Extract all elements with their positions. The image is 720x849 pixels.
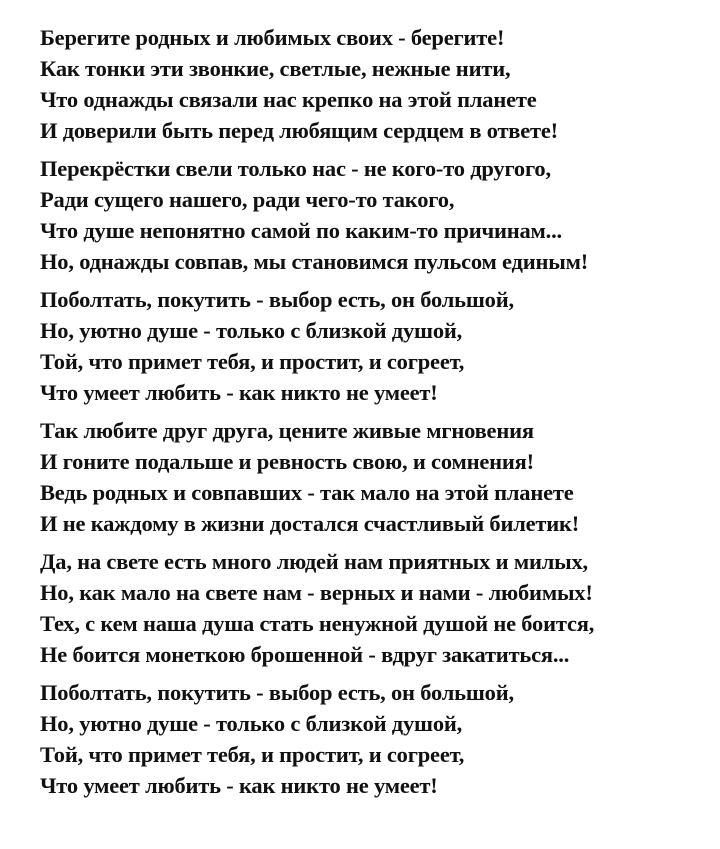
poem-line: Тех, с кем наша душа стать ненужной душой не боится, xyxy=(40,611,595,636)
poem-line: Ради сущего нашего, ради чего-то такого, xyxy=(40,187,455,212)
poem-line: Что умеет любить - как никто не умеет! xyxy=(40,773,438,798)
stanza-6 xyxy=(40,677,710,801)
poem-line: Перекрёстки свели только нас - не кого-то другого, xyxy=(40,156,551,181)
poem-line: Что однажды связали нас крепко на этой планете xyxy=(40,87,537,112)
poem-line: Но, уютно душе - только с близкой душой, xyxy=(40,711,463,736)
stanza-2 xyxy=(40,153,710,277)
poem-text xyxy=(40,22,710,808)
poem-line: Поболтать, покутить - выбор есть, он большой, xyxy=(40,287,514,312)
poem-line: Не боится монеткою брошенной - вдруг закатиться... xyxy=(40,642,570,667)
stanza-1 xyxy=(40,22,710,146)
poem-line: Что умеет любить - как никто не умеет! xyxy=(40,380,438,405)
poem-line: Той, что примет тебя, и простит, и согреет, xyxy=(40,742,465,767)
poem-line: Ведь родных и совпавших - так мало на этой планете xyxy=(40,480,574,505)
poem-line: Но, как мало на свете нам - верных и нами - любимых! xyxy=(40,580,593,605)
poem-line: Поболтать, покутить - выбор есть, он большой, xyxy=(40,680,514,705)
poem-line: Как тонки эти звонкие, светлые, нежные нити, xyxy=(40,56,511,81)
poem-line: Что душе непонятно самой по каким-то причинам... xyxy=(40,218,562,243)
stanza-5 xyxy=(40,546,710,670)
poem-line: И доверили быть перед любящим сердцем в ответе! xyxy=(40,118,558,143)
poem-line: Берегите родных и любимых своих - берегите! xyxy=(40,25,505,50)
stanza-3 xyxy=(40,284,710,408)
poem-line: Да, на свете есть много людей нам приятных и милых, xyxy=(40,549,588,574)
poem-line: Но, однажды совпав, мы становимся пульсом единым! xyxy=(40,249,589,274)
poem-line: И гоните подальше и ревность свою, и сомнения! xyxy=(40,449,534,474)
poem-line: И не каждому в жизни достался счастливый билетик! xyxy=(40,511,580,536)
stanza-4 xyxy=(40,415,710,539)
poem-line: Той, что примет тебя, и простит, и согреет, xyxy=(40,349,465,374)
poem-line: Так любите друг друга, цените живые мгновения xyxy=(40,418,534,443)
poem-line: Но, уютно душе - только с близкой душой, xyxy=(40,318,463,343)
